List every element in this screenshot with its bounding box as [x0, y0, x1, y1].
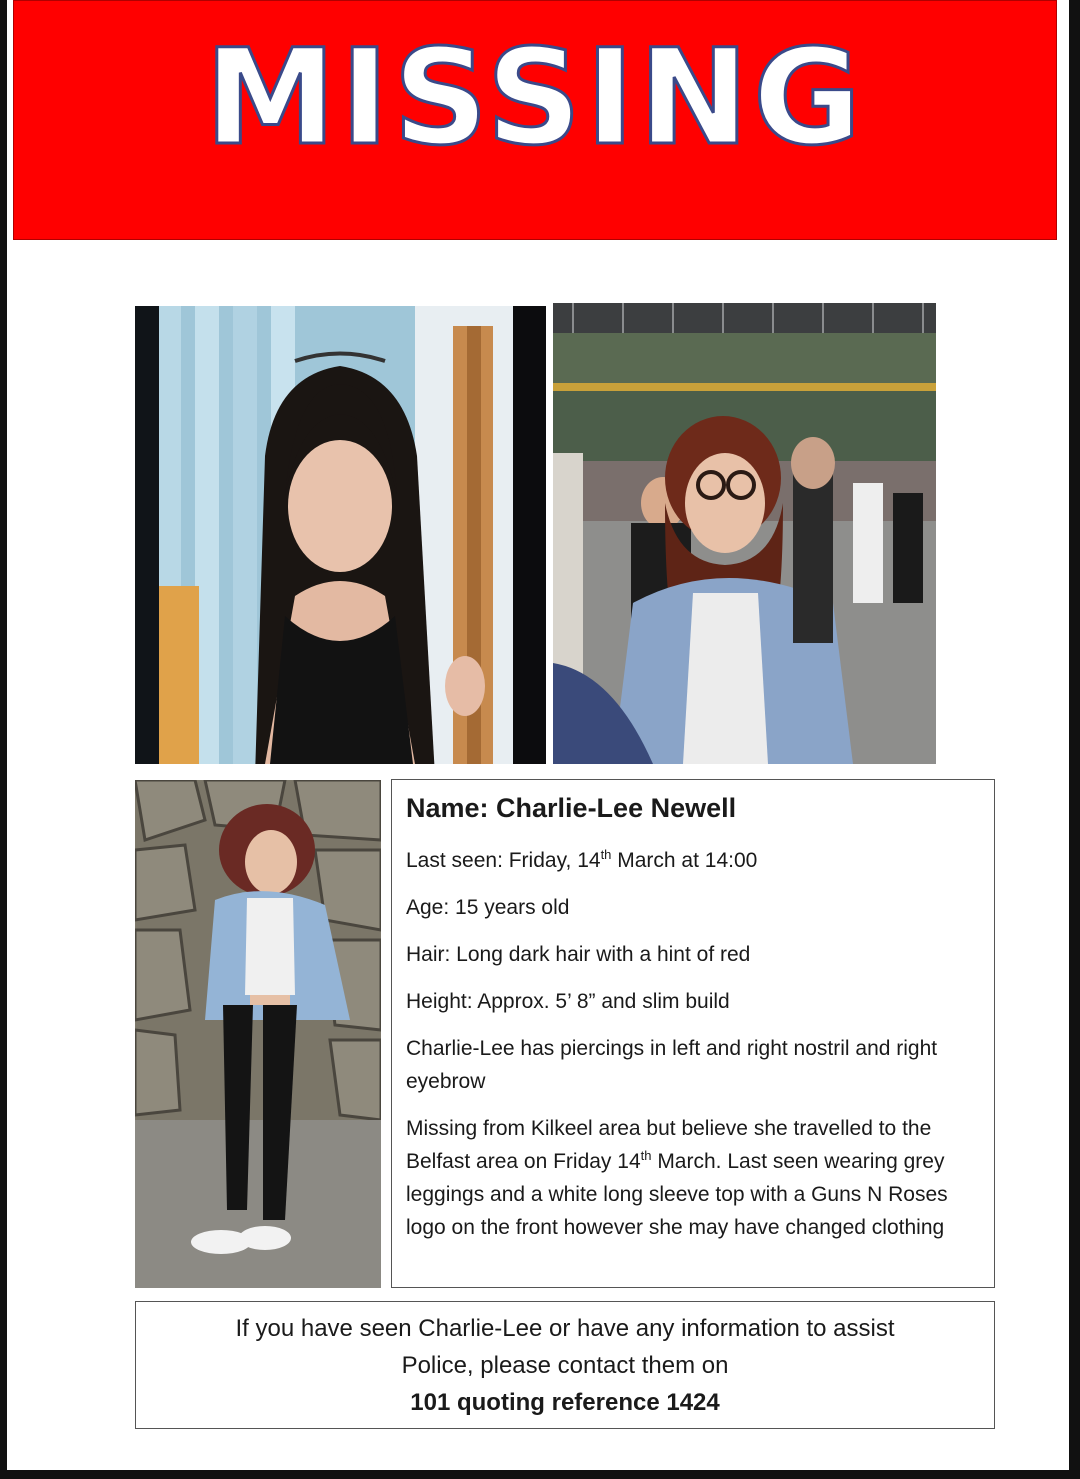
banner-title: MISSING: [204, 21, 866, 175]
missing-poster: [7, 0, 1069, 1470]
piercings: Charlie-Lee has piercings in left and right nostril and right eyebrow: [406, 1037, 938, 1093]
age: Age: 15 years old: [406, 896, 570, 919]
photo-stadium-crowd: [553, 303, 936, 764]
missing-banner: [13, 0, 1057, 240]
contact-reference: 101 quoting reference 1424: [410, 1389, 720, 1416]
last-seen-suffix: March at 14:00: [611, 849, 758, 872]
missing-details-prefix: Missing from Kilkeel area but believe she travelled to the Belfast area on Friday 14: [406, 1117, 932, 1173]
photo-full-length-wall: [135, 780, 381, 1288]
missing-details-suffix: March. Last seen wearing grey leggings and a white long sleeve top with a Guns N Roses logo on the front however she may have changed clothing: [406, 1150, 948, 1239]
last-seen-prefix: Last seen: Friday, 14: [406, 849, 601, 872]
height: Height: Approx. 5’ 8” and slim build: [406, 990, 730, 1013]
last-seen: [406, 844, 980, 877]
hair: Hair: Long dark hair with a hint of red: [406, 943, 751, 966]
photo-portrait-indoor: [135, 306, 546, 764]
missing-details-ordinal: th: [640, 1148, 652, 1163]
person-name: Name: Charlie-Lee Newell: [406, 793, 737, 823]
last-seen-ordinal: th: [600, 847, 612, 862]
contact-line-1: If you have seen Charlie-Lee or have any information to assist: [235, 1315, 895, 1342]
missing-details: [406, 1112, 980, 1244]
contact-box: [135, 1301, 995, 1429]
contact-line-2: Police, please contact them on: [401, 1352, 729, 1379]
details-box: [391, 779, 995, 1288]
